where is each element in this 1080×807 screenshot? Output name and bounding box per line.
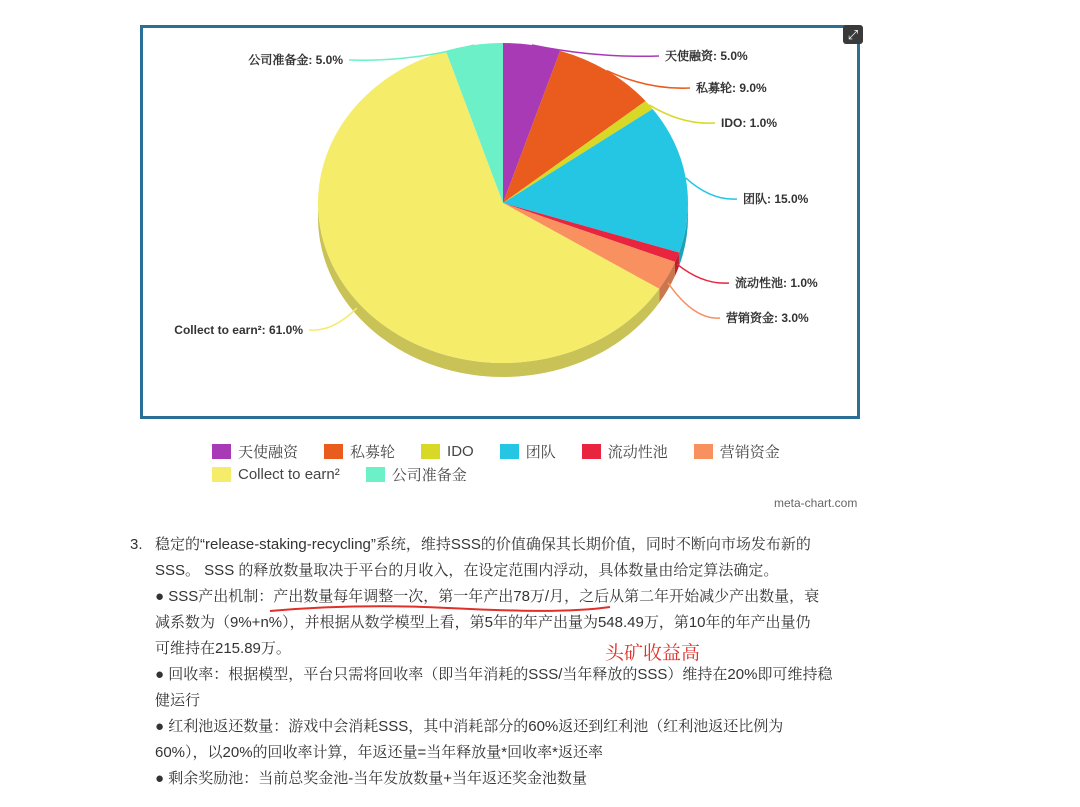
article-body bbox=[130, 532, 890, 792]
bullet-recycle-rate: ● 回收率：根据模型，平台只需将回收率（即当年消耗的SSS/当年释放的SSS）维持在20%即可维持稳 bbox=[155, 666, 833, 683]
text-line: 60%），以20%的回收率计算，年返还量=当年释放量*回收率*返还率 bbox=[155, 744, 603, 761]
legend-item[interactable] bbox=[582, 441, 668, 462]
label-leader-line bbox=[668, 283, 720, 318]
expand-icon[interactable]: ⤢ bbox=[843, 25, 863, 44]
text-line: SSS。 SSS 的释放数量取决于平台的月收入，在设定范围内浮动，具体数量由给定算法确定。 bbox=[155, 562, 779, 579]
legend-swatch bbox=[694, 444, 713, 459]
label-leader-line bbox=[686, 178, 737, 199]
slice-label: IDO: 1.0% bbox=[721, 116, 778, 130]
legend-swatch bbox=[421, 444, 440, 459]
slice-label: 公司准备金: 5.0% bbox=[248, 53, 343, 67]
legend-row-2 bbox=[212, 463, 812, 486]
legend-swatch bbox=[500, 444, 519, 459]
pie-chart-frame bbox=[140, 25, 860, 419]
paragraph-3 bbox=[130, 532, 890, 558]
legend-swatch bbox=[324, 444, 343, 459]
legend-item[interactable] bbox=[694, 441, 780, 462]
legend-item[interactable] bbox=[421, 443, 474, 460]
legend-item[interactable] bbox=[212, 466, 340, 483]
legend-item[interactable] bbox=[324, 441, 395, 462]
legend-swatch bbox=[212, 467, 231, 482]
slice-label: 营销资金: 3.0% bbox=[726, 311, 809, 325]
legend-label: 私募轮 bbox=[350, 444, 396, 461]
slice-label: Collect to earn²: 61.0% bbox=[174, 323, 303, 337]
legend-row-1 bbox=[212, 440, 812, 463]
legend-label: Collect to earn² bbox=[238, 466, 340, 483]
text-line: 稳定的“release-staking-recycling”系统，维持SSS的价值确保其长期价值，同时不断向市场发布新的 bbox=[155, 536, 811, 553]
legend-label: 公司准备金 bbox=[391, 467, 467, 484]
label-leader-line bbox=[677, 264, 729, 283]
bullet-output-mechanism: ● SSS产出机制：产出数量每年调整一次，第一年产出78万/月，之后从第二年开始减少产出数量，衰 bbox=[155, 588, 820, 605]
legend-swatch bbox=[212, 444, 231, 459]
bullet-dividend-pool: ● 红利池返还数量：游戏中会消耗SSS，其中消耗部分的60%返还到红利池（红利池返还比例为 bbox=[155, 718, 784, 735]
handwritten-underline bbox=[268, 603, 613, 617]
bullet-remaining-pool: ● 剩余奖励池：当前总奖金池-当年发放数量+当年返还奖金池数量 bbox=[155, 770, 587, 787]
legend-label: IDO bbox=[447, 443, 474, 460]
slice-label: 流动性池: 1.0% bbox=[735, 276, 818, 290]
legend-swatch bbox=[366, 467, 385, 482]
label-leader-line bbox=[309, 308, 357, 330]
text-line: 可维持在215.89万。 bbox=[155, 640, 291, 657]
chart-legend bbox=[212, 440, 812, 486]
handwritten-annotation: 头矿收益高 bbox=[605, 642, 701, 664]
legend-item[interactable] bbox=[212, 441, 298, 462]
legend-label: 团队 bbox=[525, 444, 556, 461]
legend-item[interactable] bbox=[366, 464, 467, 485]
pie-chart bbox=[143, 28, 857, 416]
list-number: 3. bbox=[130, 536, 143, 553]
legend-label: 天使融资 bbox=[238, 444, 299, 461]
legend-swatch bbox=[582, 444, 601, 459]
legend-item[interactable] bbox=[500, 441, 556, 462]
slice-label: 私募轮: 9.0% bbox=[696, 81, 767, 95]
text-line: 减系数为（9%+n%），并根据从数学模型上看，第5年的年产出量为548.49万，第10年的年产出量仍 bbox=[155, 614, 811, 631]
text-line: 健运行 bbox=[155, 692, 201, 709]
legend-label: 流动性池 bbox=[607, 444, 668, 461]
slice-label: 团队: 15.0% bbox=[743, 192, 809, 206]
legend-label: 营销资金 bbox=[719, 444, 780, 461]
chart-credit: meta-chart.com bbox=[774, 496, 858, 510]
slice-label: 天使融资: 5.0% bbox=[665, 49, 748, 63]
